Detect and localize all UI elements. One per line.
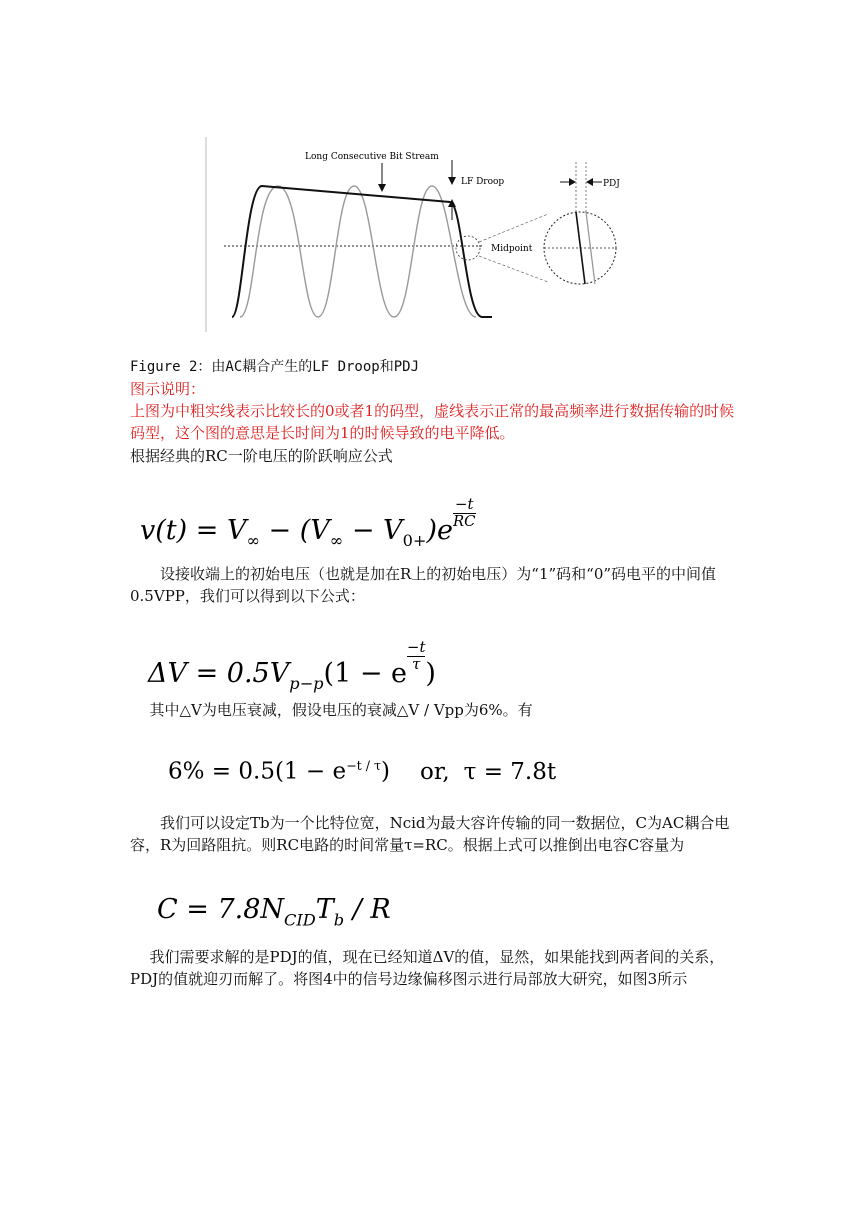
- equation-delta-v: $\Delta V = 0.5V_{p-p}(1 - e$ $\frac{-t}{\tau}$ ): [148, 638, 436, 694]
- paragraph-capacitance: 我们可以设定Tb为一个比特位宽，Ncid为最大容许传输的同一数据位，C为AC耦合电容，R为回路阻抗。则RC电路的时间常量τ=RC。根据上式可以推倒出电容C容量为: [130, 814, 730, 854]
- equation-capacitance: $C = 7.8N_{CID}T_b / R$: [157, 894, 391, 930]
- paragraph-voltage-drop: 其中△V为电压衰减，假设电压的衰减△V / Vpp为6%。有: [149, 701, 533, 719]
- paragraph-pdj: 我们需要求解的是PDJ的值，现在已经知道ΔV的值，显然，如果能找到两者间的关系，PDJ的值就迎刃而解了。将图4中的信号边缘偏移图示进行局部放大研究，如图3所示: [130, 948, 725, 988]
- equation-tau: $6\% = 0.5(1 - e^{-t / \tau})$ or, τ = 7.8t: [168, 758, 557, 785]
- equation-step-response: $v(t) = V_\infty - (V_\infty - V_{0+})e$ $\frac{-t}{RC}$: [140, 495, 476, 551]
- intro-text: 根据经典的RC一阶电压的阶跃响应公式: [130, 447, 393, 465]
- stream-label: Long Consecutive Bit Stream: [305, 152, 439, 162]
- figure-caption: Figure 2：由AC耦合产生的LF Droop和PDJ: [130, 359, 420, 375]
- pdj-label: PDJ: [603, 179, 620, 189]
- high-frequency-waveform: [240, 186, 476, 317]
- note-body: 上图为中粗实线表示比较长的0或者1的码型，虚线表示正常的最高频率进行数据传输的时候码型，这个图的意思是长时间为1的时候导致的电平降低。: [130, 402, 735, 442]
- paragraph-initial-voltage: 设接收端上的初始电压（也就是加在R上的初始电压）为“1”码和“0”码电平的中间值0.5VPP，我们可以得到以下公式：: [130, 565, 717, 605]
- droop-label: LF Droop: [461, 177, 505, 187]
- note-title: 图示说明：: [130, 380, 206, 398]
- midpoint-label: Midpoint: [491, 244, 533, 254]
- waveform-figure: [200, 132, 630, 342]
